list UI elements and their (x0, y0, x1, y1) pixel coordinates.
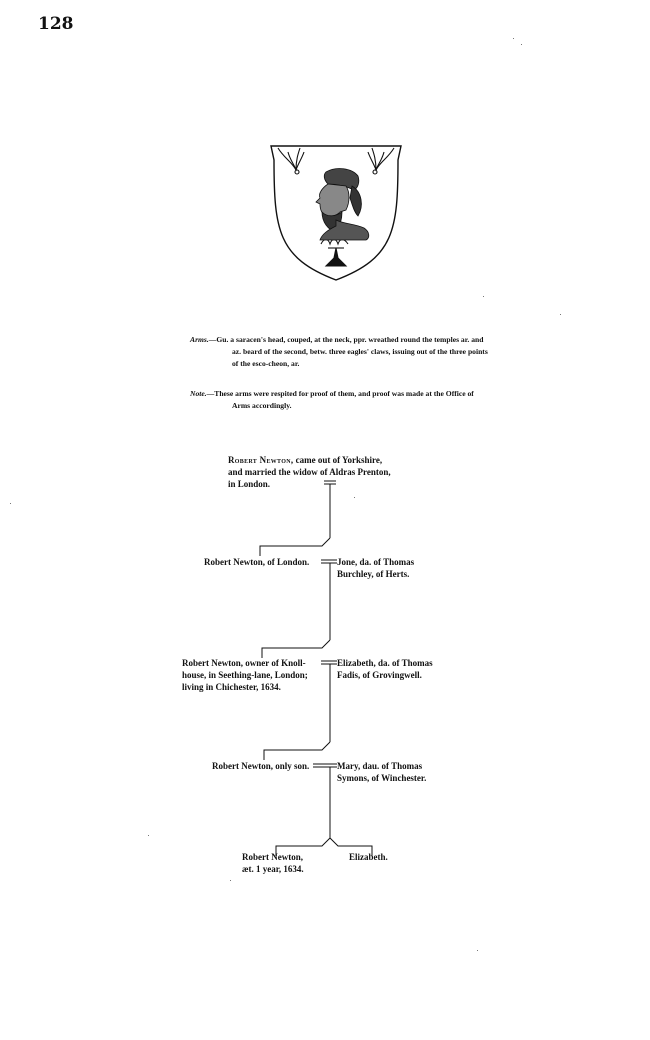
gen2-wife-line2: Burchley, of Herts. (337, 569, 410, 579)
note-blazon (190, 388, 490, 412)
page-number: 128 (38, 14, 74, 34)
gen1-name: Robert Newton, (228, 455, 294, 465)
gen1-line2: and married the widow of Aldras Prenton, (228, 467, 391, 477)
scan-speck (148, 835, 149, 836)
gen3-wife-line2: Fadis, of Grovingwell. (337, 670, 422, 680)
gen3-wife-line1: Elizabeth, da. of Thomas (337, 658, 433, 668)
scan-speck (354, 497, 355, 498)
gen4-husband: Robert Newton, only son. (212, 761, 310, 771)
gen5-daughter: Elizabeth. (349, 852, 388, 862)
scan-speck (513, 38, 514, 39)
arms-text: —Gu. a saracen's head, couped, at the neck, ppr. wreathed round the temples ar. and az. beard of the second, betw. three eagles' claws, issuing out of the three points of the esco-cheon, ar. (208, 335, 488, 368)
scan-speck (483, 296, 484, 297)
scan-speck (521, 44, 522, 45)
gen3-husband-line3: living in Chichester, 1634. (182, 682, 281, 692)
shield-saracen-head-icon (266, 140, 406, 290)
gen4-wife (337, 760, 426, 784)
scan-speck (560, 314, 561, 315)
note-text: —These arms were respited for proof of them, and proof was made at the Office of Arms accordingly. (206, 389, 474, 410)
gen1-line1: came out of Yorkshire, (293, 455, 383, 465)
gen3-wife (337, 657, 433, 681)
scan-speck (230, 880, 231, 881)
gen1-line3: in London. (228, 479, 271, 489)
gen1-person (228, 454, 391, 490)
gen3-husband (182, 657, 308, 693)
arms-label: Arms. (190, 335, 209, 344)
gen3-husband-line2: house, in Seething-lane, London; (182, 670, 308, 680)
gen2-wife-line1: Jone, da. of Thomas (337, 557, 415, 567)
gen5-son-line1: Robert Newton, (242, 852, 303, 862)
note-label: Note. (190, 389, 207, 398)
scan-speck (477, 950, 478, 951)
gen4-wife-line1: Mary, dau. of Thomas (337, 761, 423, 771)
gen5-son (242, 851, 304, 875)
gen2-husband: Robert Newton, of London. (204, 557, 310, 567)
gen3-husband-line1: Robert Newton, owner of Knoll- (182, 658, 306, 668)
gen5-son-line2: æt. 1 year, 1634. (242, 864, 304, 874)
arms-blazon (190, 334, 490, 370)
scan-speck (10, 503, 11, 504)
gen2-wife (337, 556, 414, 580)
gen4-wife-line2: Symons, of Winchester. (337, 773, 427, 783)
